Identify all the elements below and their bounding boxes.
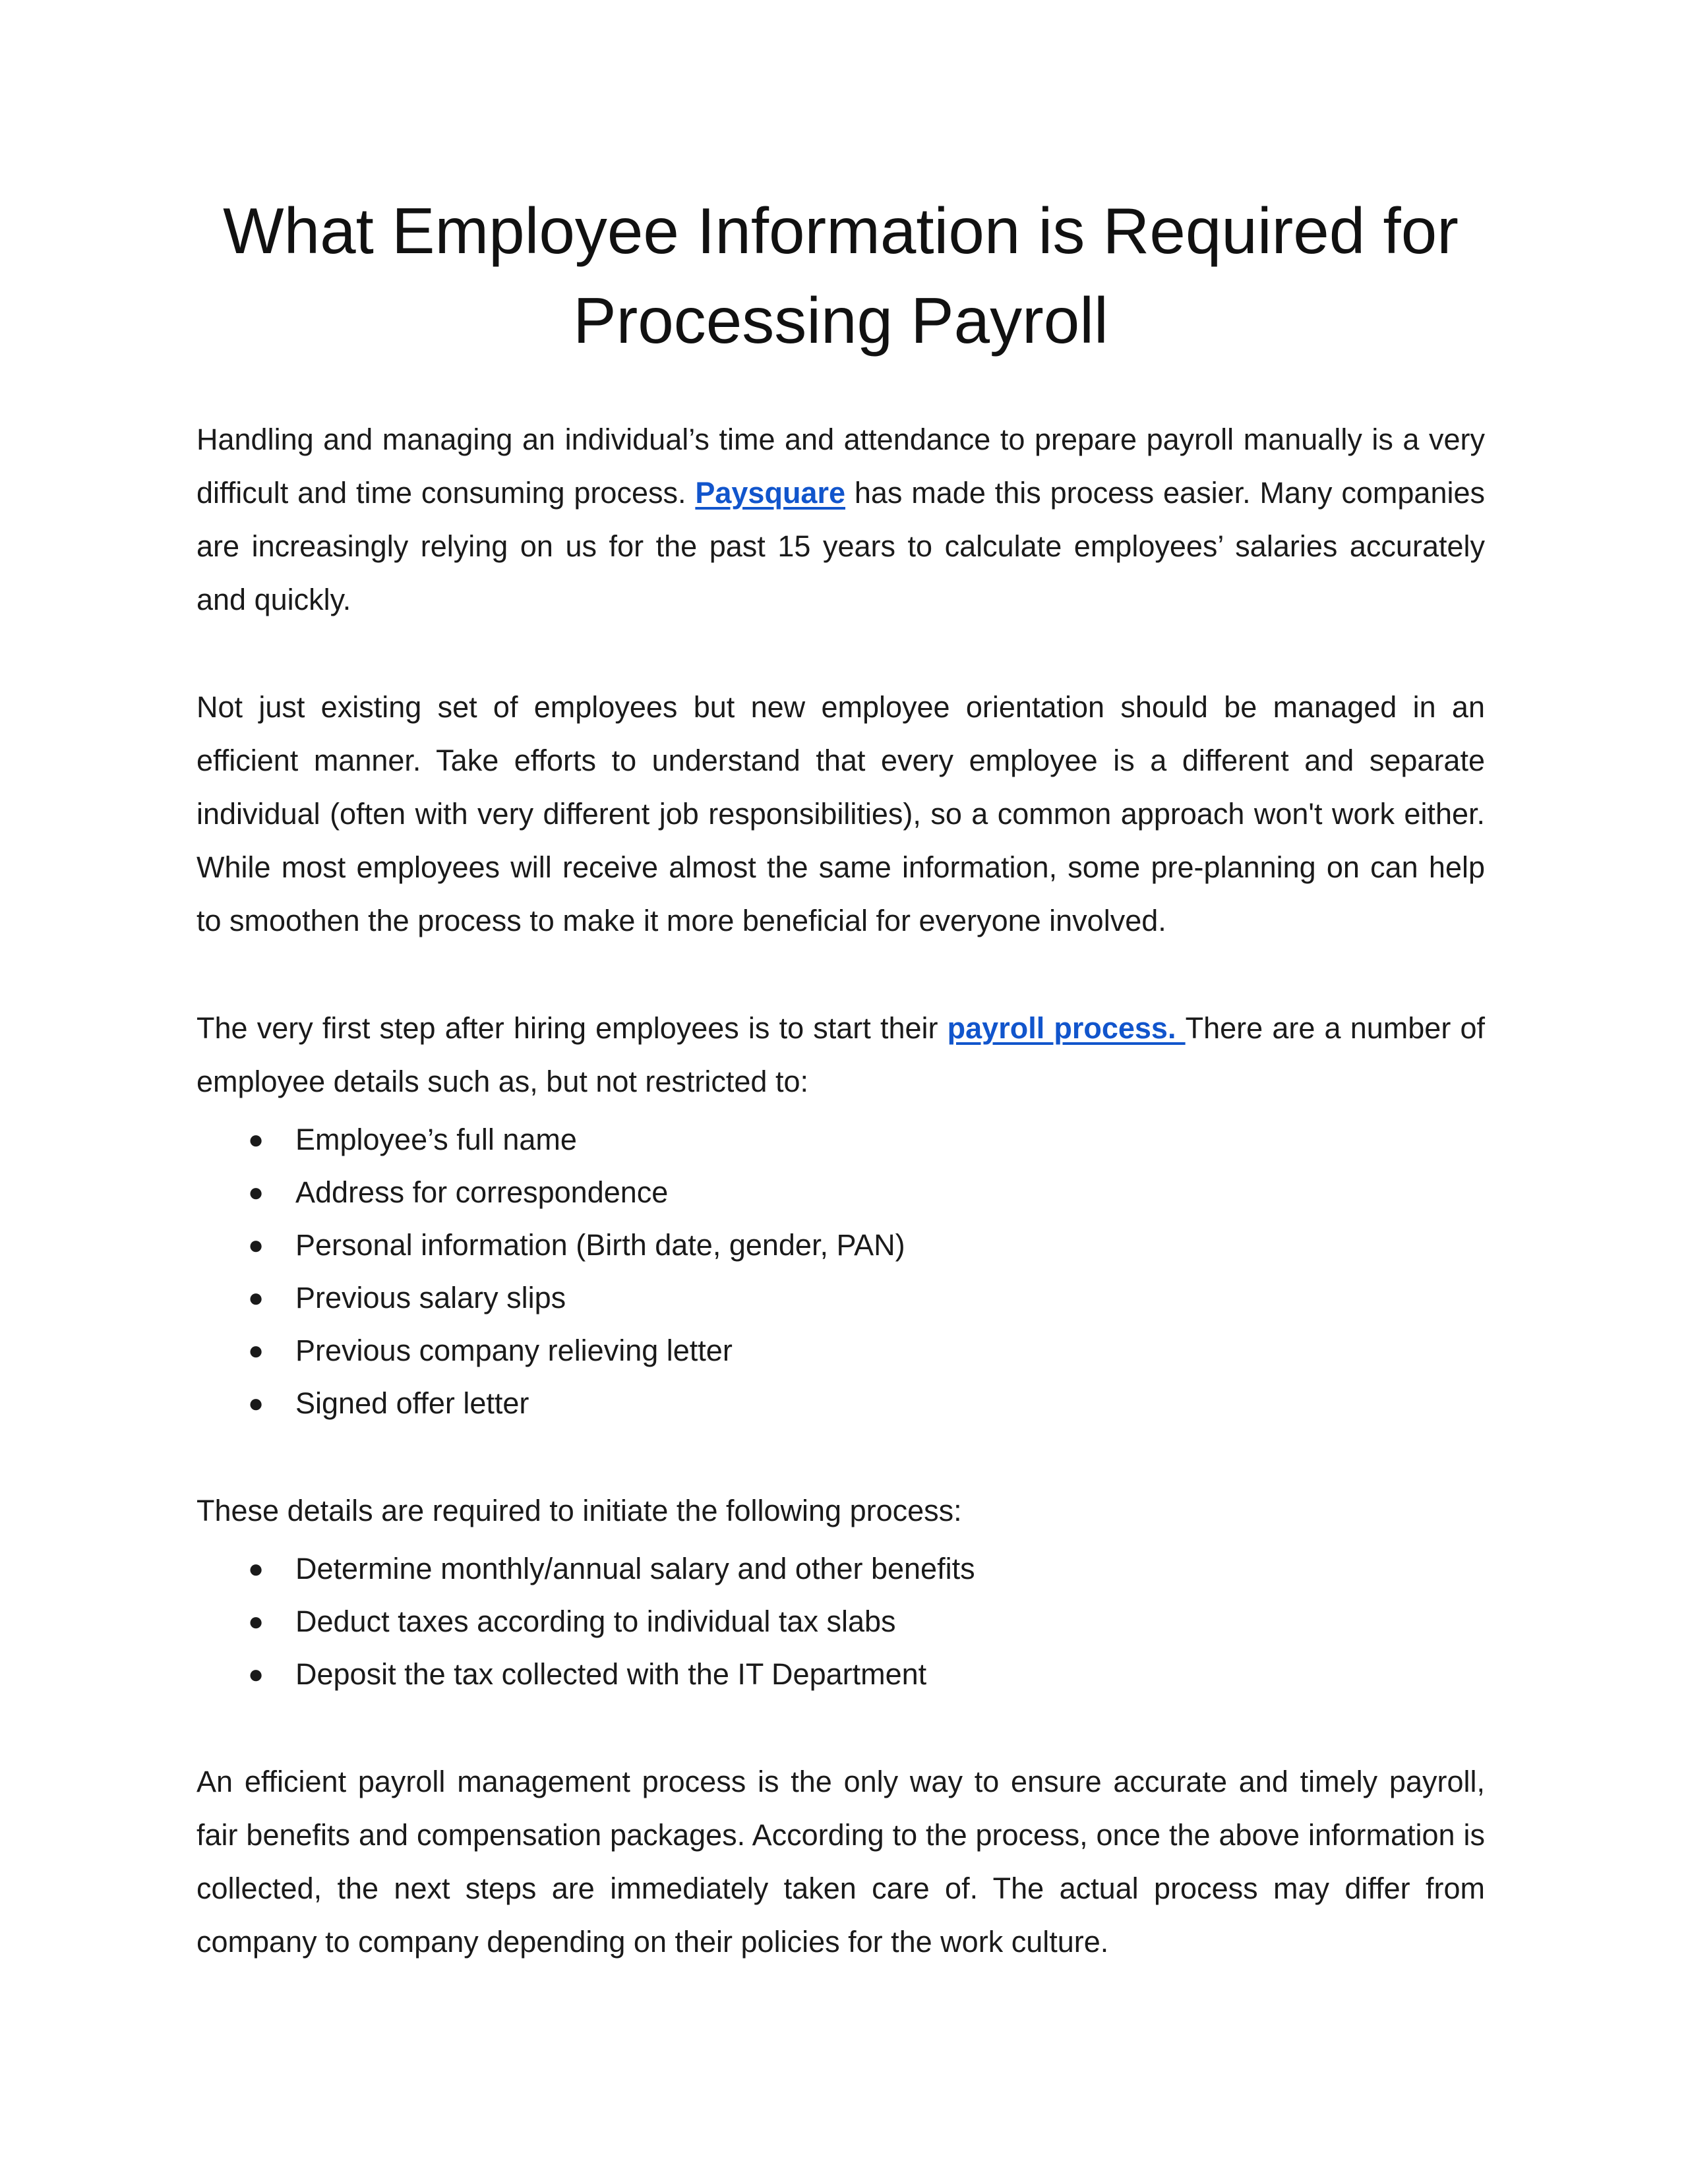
paragraph-intro-text-2: has made this process easier. Many companies are increasingly relying on us for the past 15 years to calculate employees’ salaries accurately and quickly. — [196, 476, 1486, 616]
list-item-text: Address for correspondence — [295, 1175, 669, 1209]
list-item — [196, 1595, 1485, 1648]
list-item — [196, 1324, 1485, 1377]
list-item-text: Deposit the tax collected with the IT Department — [295, 1657, 927, 1691]
paysquare-link[interactable]: Paysquare — [695, 476, 845, 510]
list-item — [196, 1166, 1485, 1219]
paragraph-conclusion: An efficient payroll management process is the only way to ensure accurate and timely payroll, fair benefits and compensation packages. According to the process, once the above information is collected, the next steps are immediately taken care of. The actual process may differ from company to company depending on their policies for the work culture. — [196, 1765, 1485, 1959]
list-item — [196, 1272, 1485, 1324]
paragraph-intro — [196, 413, 1485, 626]
process-steps-list — [196, 1543, 1485, 1701]
list-item — [196, 1648, 1485, 1701]
paragraph-first-step — [196, 1001, 1485, 1108]
list-item-text: Employee’s full name — [295, 1123, 577, 1156]
list-item — [196, 1113, 1485, 1166]
list-item — [196, 1377, 1485, 1430]
employee-details-list — [196, 1113, 1485, 1430]
list-item-text: Previous salary slips — [295, 1281, 566, 1314]
bullet-icon: ● — [248, 1231, 264, 1260]
list-item-text: Deduct taxes according to individual tax slabs — [295, 1605, 896, 1638]
paragraph-first-step-text-2: There are a number of employee details such as, but not restricted to: — [196, 1011, 1485, 1098]
document-title: What Employee Information is Required for Processing Payroll — [223, 194, 1459, 357]
list-item-text: Signed offer letter — [295, 1386, 529, 1420]
bullet-icon: ● — [248, 1660, 264, 1689]
payroll-process-link[interactable]: payroll process. — [947, 1011, 1186, 1045]
list-item-text: Previous company relieving letter — [295, 1334, 733, 1367]
paragraph-orientation: Not just existing set of employees but new employee orientation should be managed in an efficient manner. Take efforts to understand that every employee is a different and separate individual (often with very different job responsibilities), so a common approach won't work either. While most employees will receive almost the same information, some pre-planning on can help to smoothen the process to make it more beneficial for everyone involved. — [196, 690, 1485, 937]
bullet-icon: ● — [248, 1607, 264, 1636]
paragraph-details-required: These details are required to initiate the following process: — [196, 1494, 962, 1527]
paragraph-intro-text-1: Handling and managing an individual’s time and attendance to prepare payroll manually is a very difficult and time consuming process. — [196, 423, 1485, 510]
list-item-text: Determine monthly/annual salary and other benefits — [295, 1552, 975, 1585]
paragraph-first-step-text-1: The very first step after hiring employees is to start their — [196, 1011, 948, 1045]
list-item — [196, 1543, 1485, 1595]
bullet-icon: ● — [248, 1554, 264, 1583]
list-item — [196, 1219, 1485, 1272]
bullet-icon: ● — [248, 1125, 264, 1154]
bullet-icon: ● — [248, 1178, 264, 1207]
bullet-icon: ● — [248, 1389, 264, 1418]
bullet-icon: ● — [248, 1284, 264, 1313]
bullet-icon: ● — [248, 1336, 264, 1365]
list-item-text: Personal information (Birth date, gender, PAN) — [295, 1228, 905, 1262]
